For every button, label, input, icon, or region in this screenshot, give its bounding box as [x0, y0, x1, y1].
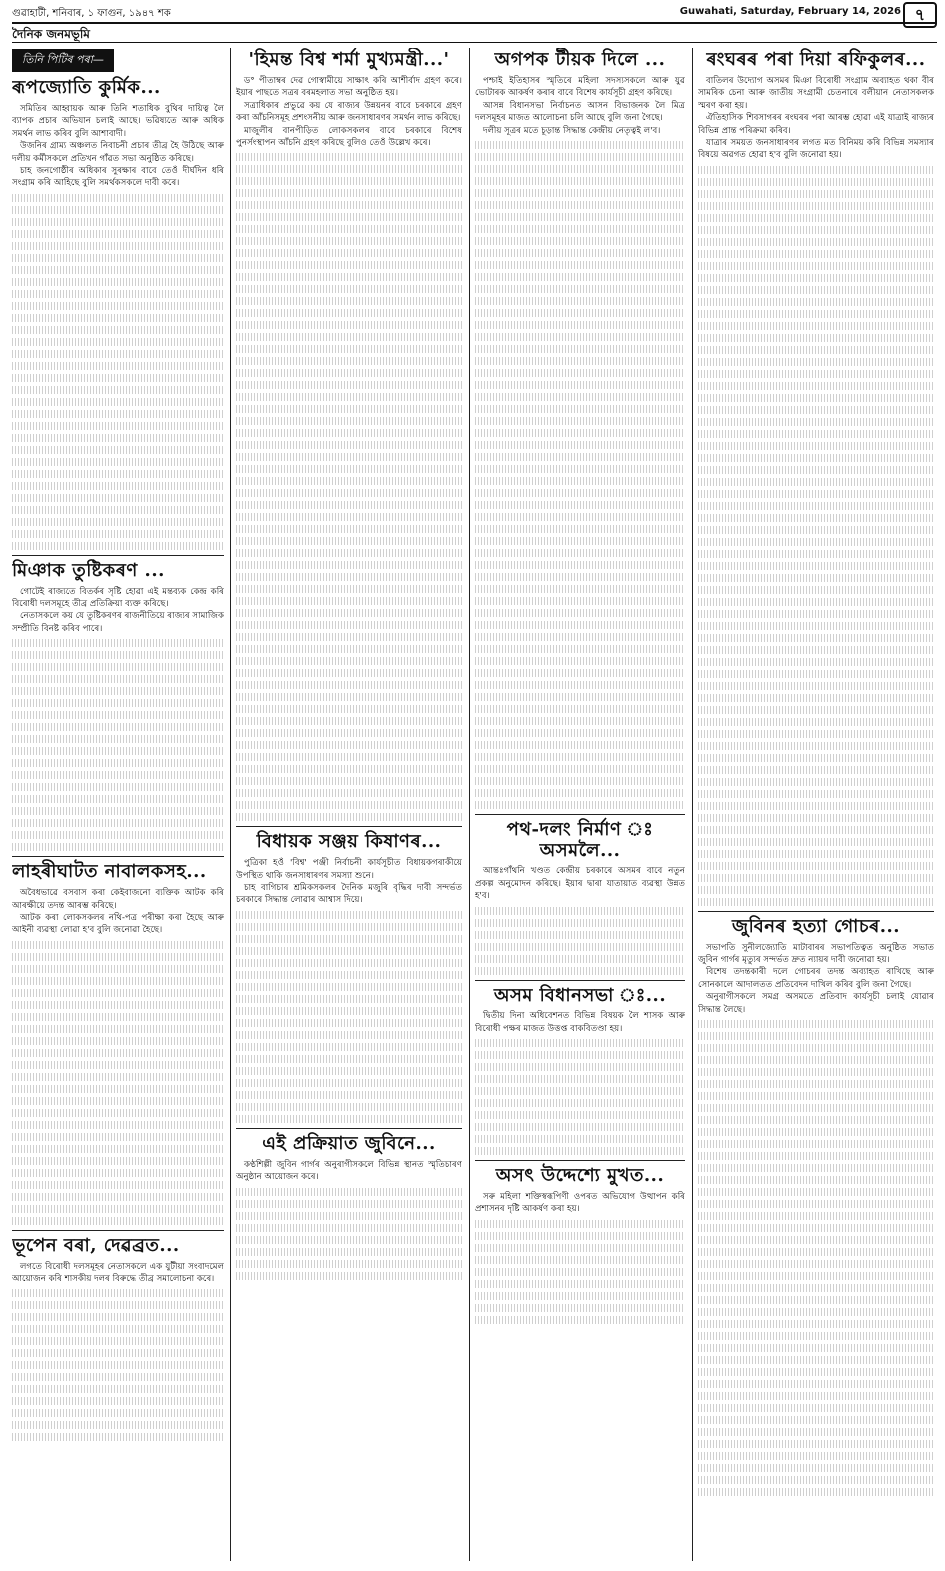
text-block: [236, 1188, 462, 1280]
text-block: [475, 141, 685, 809]
story-ill-motive: [475, 1166, 685, 1324]
headline: এই প্ৰক্ৰিয়াত জুবিনে...: [262, 1132, 436, 1154]
headline: ভূপেন বৰা, দেৱব্ৰত...: [12, 1234, 180, 1256]
masthead-rule: [12, 42, 937, 43]
story-rupjyoti: [12, 78, 224, 550]
continued-label: তিনি পিটিৰ পৰা—: [12, 49, 114, 72]
column-3: [475, 48, 685, 1561]
paragraph: চাহ জনগোষ্ঠীৰ অধিকাৰ সুৰক্ষাৰ বাবে তেওঁ দীৰ্ঘদিন ধৰি সংগ্ৰাম কৰি আহিছে বুলি সমৰ্থকসকলে দাবী কৰে।: [12, 165, 224, 189]
headline: অসম বিধানসভা ঃ...: [493, 984, 667, 1006]
headline: লাহৰীঘাটত নাবালকসহ...: [12, 861, 207, 883]
folio-date-english: Guwahati, Saturday, February 14, 2026: [679, 6, 901, 17]
story-zubeen-murder: [698, 917, 934, 1496]
headline: অগপক টীয়ক দিলে ...: [494, 49, 666, 70]
text-block: [698, 166, 934, 906]
story-himanta: [236, 50, 462, 821]
column-rule: [692, 48, 693, 1561]
paragraph: চাহ বাগিচাৰ শ্ৰমিকসকলৰ দৈনিক মজুৰি বৃদ্ধিৰ দাবী সন্দৰ্ভত চৰকাৰে সিদ্ধান্ত লোৱাৰ আশ্বাস দিয়ে।: [236, 883, 462, 906]
text-block: [236, 911, 462, 1123]
masthead: দৈনিক জনমভূমি: [12, 27, 90, 41]
story-assembly: [475, 986, 685, 1156]
paragraph: আটক কৰা লোকসকলৰ নথি-পত্ৰ পৰীক্ষা কৰা হৈছে আৰু আইনী ব্যৱস্থা লোৱা হ'ব বুলি জনোৱা হৈছে।: [12, 912, 224, 936]
paragraph: অনুৰাগীসকলে সমগ্ৰ অসমতে প্ৰতিবাদ কাৰ্যসূচী চলাই যোৱাৰ সিদ্ধান্ত লৈছে।: [698, 992, 934, 1015]
story-zubeen-process: [236, 1134, 462, 1280]
story-bhupen: [12, 1236, 224, 1442]
paragraph: পুত্ৰিকা হওঁ 'বিশ্ব' পঞ্জী নিৰ্বাচনী কাৰ্যসূচীত বিধায়কগৰাকীয়ে উপস্থিত থাকি জনসাধাৰণৰ সমস্যা শুনে।: [236, 858, 462, 881]
paragraph: আসন্ন বিধানসভা নিৰ্বাচনত আসন বিভাজনক লৈ মিত্ৰ দলসমূহৰ মাজত আলোচনা চলি আছে বুলি জনা গৈছে।: [475, 100, 685, 124]
paragraph: পশ্চাই ইতিহাসৰ স্মৃতিৰে মহিলা সদস্যসকলে আৰু যুৱ ভোটাৰক আকৰ্ষণ কৰাৰ বাবে বিশেষ কাৰ্যসূচী গ্ৰহণ কৰিছে।: [475, 75, 685, 99]
text-block: [236, 153, 462, 821]
paragraph: কণ্ঠশিল্পী জুবিন গাৰ্গৰ অনুৰাগীসকলে বিভিন্ন স্থানত স্মৃতিচাৰণ অনুষ্ঠান আয়োজন কৰে।: [236, 1159, 462, 1183]
paragraph: উজনিৰ গ্ৰাম্য অঞ্চলত নিবাচনী প্ৰচাৰ তীব্ৰ হৈ উঠিছে আৰু দলীয় কৰ্মীসকলে প্ৰতিখন গাঁৱত সভা অনুষ্ঠিত কৰিছে।: [12, 141, 224, 164]
paragraph: সৰু মহিলা শক্তিস্বৰূপিণী ওপৰত অভিযোগ উত্থাপন কৰি প্ৰশাসনৰ দৃষ্টি আকৰ্ষণ কৰা হয়।: [475, 1191, 685, 1215]
paragraph: সমিতিৰ আহ্বায়ক আৰু তিনি শতাধিক বুথিৰ দায়িত্ব লৈ ব্যাপক প্ৰচাৰ অভিযান চলাই আছে। ভৱিষ্যতে আৰু অধিক সমৰ্থন লাভ কৰিব বুলি আশাবাদী।: [12, 103, 224, 139]
headline: ৰূপজ্যোতি কুৰ্মিক...: [12, 77, 161, 98]
story-laharighat: [12, 862, 224, 1225]
column-4: [698, 48, 934, 1561]
paragraph: আন্তঃগাঁথনি খণ্ডত কেন্দ্ৰীয় চৰকাৰে অসমৰ বাবে নতুন প্ৰকল্প অনুমোদন কৰিছে। ইয়াৰ দ্বাৰা যাতায়াত ব্যৱস্থা উন্নত হ'ব।: [475, 866, 685, 902]
text-block: [12, 194, 224, 550]
paragraph: যাত্ৰাৰ সময়ত জনসাধাৰণৰ লগত মত বিনিময় কৰি বিভিন্ন সমস্যাৰ বিষয়ে অৱগত হোৱা হ'ব বুলি জনোৱা হয়।: [698, 137, 934, 161]
story-agp: [475, 50, 685, 809]
headline: পথ-দলং নিৰ্মাণ ঃ অসমলৈ...: [506, 818, 654, 861]
story-mia: [12, 561, 224, 852]
paragraph: অবৈধভাৱে বসবাস কৰা কেইবাজনো ব্যক্তিক আটক কৰি আৰক্ষীয়ে তদন্ত আৰম্ভ কৰিছে।: [12, 888, 224, 911]
column-rule: [230, 48, 231, 1561]
paragraph: সভাপতি সুনীলজ্যোতি মাটাবাৰৰ সভাপতিত্বত অনুষ্ঠিত সভাত জুবিন গাৰ্গৰ মৃত্যুৰ সন্দৰ্ভত দ্ৰুত ন্যায়ৰ দাবী জনোৱা হয়।: [698, 942, 934, 965]
top-rule: [12, 22, 937, 24]
headline: ৰংঘৰৰ পৰা দিয়া ৰফিকুলৰ...: [706, 49, 926, 70]
text-block: [698, 1020, 934, 1496]
paragraph: বিশেষ তদন্তকাৰী দলে গোচৰৰ তদন্ত অব্যাহত ৰাখিছে আৰু সোনকালে আদালতত প্ৰতিবেদন দাখিল কৰিব বুলি জনা গৈছে।: [698, 967, 934, 990]
headline: 'হিমন্ত বিশ্ব শৰ্মা মুখ্যমন্ত্ৰী...': [248, 49, 450, 70]
text-block: [12, 941, 224, 1225]
paragraph: দ্বিতীয় দিনা অধিবেশনত বিভিন্ন বিষয়ক লৈ শাসক আৰু বিৰোধী পক্ষৰ মাজত উত্তপ্ত বাকবিতণ্ডা হয়।: [475, 1011, 685, 1034]
paragraph: লগতে বিৰোধী দলসমূহৰ নেতাসকলে এক যুটীয়া সংবাদমেল আয়োজন কৰি শাসকীয় দলৰ বিৰুদ্ধে তীব্ৰ সমালোচনা কৰে।: [12, 1261, 224, 1284]
headline: বিধায়ক সঞ্জয় কিষাণৰ...: [256, 831, 442, 853]
paragraph: নেতাসকলে কয় যে তুষ্টিকৰণৰ ৰাজনীতিয়ে ৰাজ্যৰ সামাজিক সম্প্ৰীতি বিনষ্ট কৰিব পাৰে।: [12, 611, 224, 634]
story-road-bridge: [475, 820, 685, 975]
paragraph: ঐতিহাসিক শিবসাগৰৰ ৰংঘৰৰ পৰা আৰম্ভ হোৱা এই যাত্ৰাই ৰাজ্যৰ বিভিন্ন প্ৰান্ত পৰিক্ৰমা কৰিব।: [698, 113, 934, 136]
headline: অসৎ উদ্দেশ্যে মুখত...: [495, 1165, 665, 1187]
column-1: [12, 48, 224, 1561]
column-2: [236, 48, 462, 1561]
text-block: [475, 1039, 685, 1155]
column-rule: [469, 48, 470, 1561]
text-block: [475, 907, 685, 975]
text-block: [12, 1289, 224, 1441]
text-block: [475, 1220, 685, 1324]
headline: জুবিনৰ হত্যা গোচৰ...: [731, 915, 901, 937]
paragraph: মাজুলীৰ বানপীড়িত লোকসকলৰ বাবে চৰকাৰে বিশেষ পুনৰ্সংস্থাপন আঁচনি গ্ৰহণ কৰিছে বুলিও তেওঁ উল্লেখ কৰে।: [236, 125, 462, 148]
paragraph: সত্ৰাধিকাৰ প্ৰভুৱে কয় যে ৰাজ্যৰ উন্নয়নৰ বাবে চৰকাৰে গ্ৰহণ কৰা আঁচনিসমূহ প্ৰশংসনীয় আৰু জনসাধাৰণৰ সমৰ্থন লাভ কৰিছে।: [236, 100, 462, 124]
story-sanjay-kishan: [236, 832, 462, 1123]
paragraph: দলীয় সূত্ৰৰ মতে চূড়ান্ত সিদ্ধান্ত কেন্দ্ৰীয় নেতৃত্বই ল'ব।: [483, 125, 661, 136]
paragraph: গোটেই ৰাজ্যতে বিতৰ্কৰ সৃষ্টি হোৱা এই মন্তব্যক কেন্দ্ৰ কৰি বিৰোধী দলসমূহে তীব্ৰ প্ৰতিক্ৰিয়া ব্যক্ত কৰিছে।: [12, 586, 224, 609]
paragraph: বাতিলৰ উদ্যোগ অসমৰ মিঞা বিৰোধী সংগ্ৰাম অব্যাহত থকা বীৰ সামৰিক চেনা আৰু জাতীয় সংগ্ৰামী চেতনাৰে বলীয়ান নেতাসকলক স্মৰণ কৰা হয়।: [698, 75, 934, 111]
story-ranghar: [698, 50, 934, 906]
page-number: ৭: [903, 2, 937, 28]
headline: মিঞাক তুষ্টিকৰণ ...: [12, 559, 165, 581]
folio-date-assamese: গুৱাহাটী, শনিবাৰ, ১ ফাগুন, ১৯৪৭ শক: [12, 8, 171, 19]
paragraph: ড° পীতাম্বৰ দেৱ গোস্বামীয়ে সাক্ষাৎ কৰি আশীৰ্বাদ গ্ৰহণ কৰে। ইয়াৰ পাছতে সত্ৰৰ বৰমহলাত সভা অনুষ্ঠিত হয়।: [236, 75, 462, 99]
text-block: [12, 639, 224, 851]
